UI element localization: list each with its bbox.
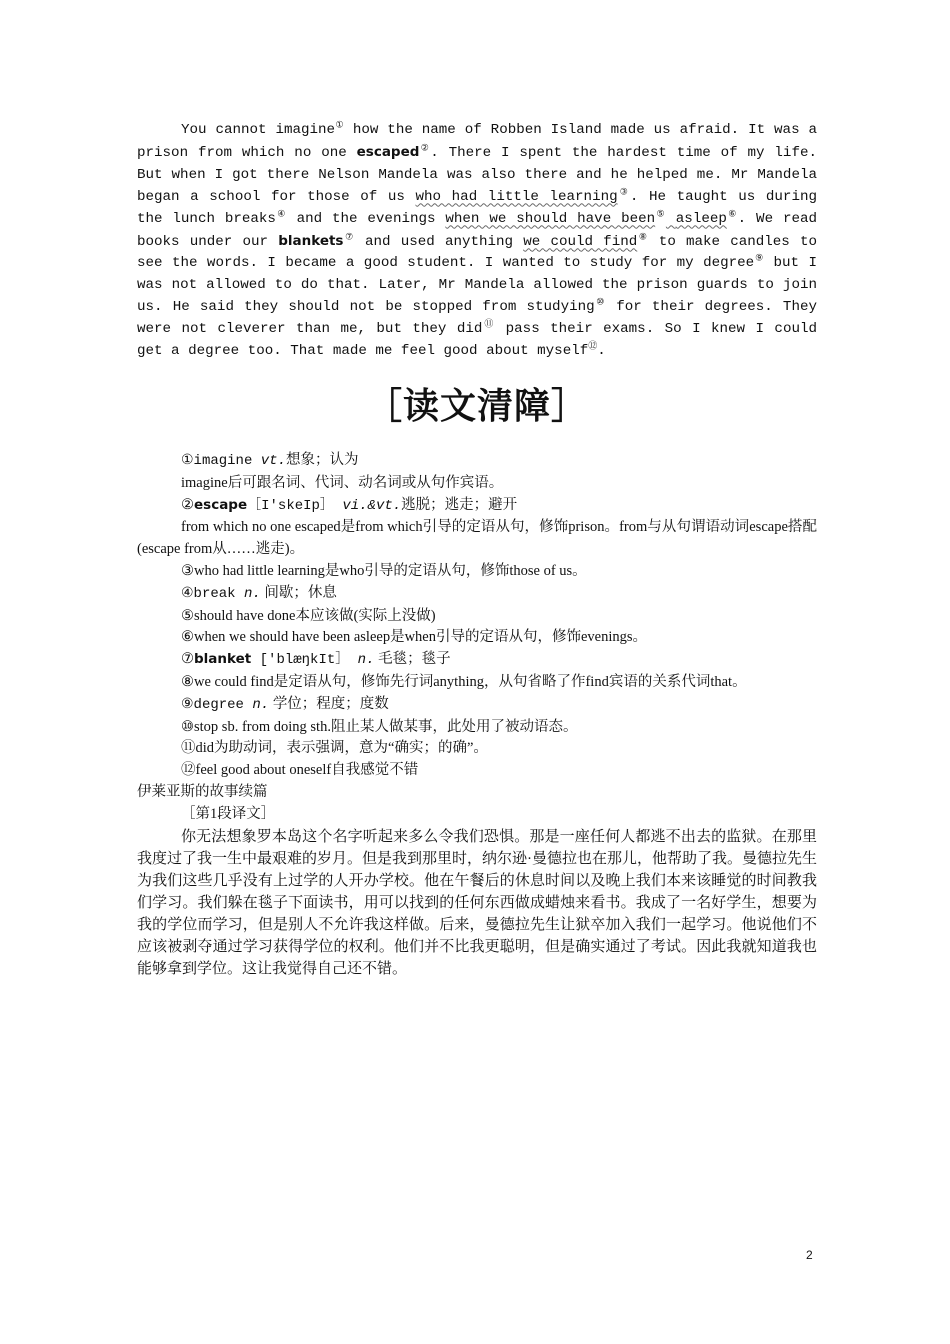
note-4: ④break n. 间歇；休息	[181, 584, 337, 602]
english-passage	[137, 120, 817, 363]
passage-text: . We read books under our	[137, 210, 818, 250]
passage-text: and used anything	[354, 233, 524, 250]
wavy-underlined-phrase: who had little learning	[415, 188, 618, 205]
passage-text: . He taught us during the lunch breaks	[137, 188, 817, 227]
note-10: ⑩stop sb. from doing sth.阻止某人做某事，此处用了被动语态。	[181, 718, 578, 735]
note-11: ⑪did为助动词，表示强调，意为“确实；的确”。	[181, 740, 488, 757]
wavy-underlined-phrase: asleep	[675, 210, 727, 227]
wavy-underlined-phrase: when we should have been	[445, 210, 656, 227]
note-2: ②escape［I'skeIp］ vi.&vt.逃脱；逃走；避开	[181, 496, 518, 514]
note-3: ③who had little learning是who引导的定语从句，修饰those of us。	[181, 562, 587, 579]
note-definition: 逃脱；逃走；避开	[401, 496, 518, 513]
passage-text: pass their exams. So I knew I could get a degree too. That made me feel good about myself	[137, 321, 817, 360]
note-term: ①imagine	[181, 452, 261, 469]
keyword-blankets: blankets	[278, 232, 344, 249]
note-marker: ④	[275, 208, 287, 219]
phonetic: ［I'skeIp］	[247, 497, 343, 514]
passage-text: for their degrees. They were not cleverer than me, but they did	[137, 299, 817, 338]
story-title: 伊莱亚斯的故事续篇	[137, 783, 268, 800]
note-marker: ⑨	[754, 253, 765, 264]
part-of-speech: vi.&vt.	[342, 497, 402, 514]
note-12: ⑫feel good about oneself自我感觉不错	[181, 762, 419, 779]
note-7: ⑦blanket ['blæŋkIt］ n. 毛毯；毯子	[181, 651, 451, 669]
note-definition: 想象；认为	[285, 451, 359, 468]
passage-text: to make candles to see the words. I became a good student. I wanted to study for my degree	[137, 233, 818, 272]
note-marker: ⑤	[655, 208, 666, 219]
note-marker: ②	[419, 143, 431, 154]
phonetic: ['blæŋkIt］	[251, 652, 358, 669]
note-term: blanket	[194, 651, 252, 668]
note-term: escape	[194, 496, 248, 513]
translation-label: ［第1段译文］	[181, 805, 276, 822]
note-9: ⑨degree n. 学位；程度；度数	[181, 695, 389, 713]
note-marker: ⑧	[637, 231, 649, 242]
passage-text	[666, 211, 676, 227]
passage-text: You cannot imagine	[181, 122, 336, 138]
passage-text: how the name of Robben Island made us afraid. It was a prison from which no one	[137, 122, 818, 161]
translation-text: 你无法想象罗本岛这个名字听起来多么令我们恐惧。那是一座任何人都逃不出去的监狱。在那里我度过了我一生中最艰难的岁月。但是我到那里时，纳尔逊·曼德拉也在那儿，他帮助了我。曼德拉先生为我们这些几乎没有上过学的人开办学校。他在午餐后的休息时间以及晚上我们本来该睡觉的时间教我们学习。我们躲在毯子下面读书，用可以找到的任何东西做成蜡烛来看书。我成了一名好学生，想要为我的学位而学习，但是别人不允许我这样做。后来，曼德拉先生让狱卒加入我们一起学习。他说他们不应该被剥夺通过学习获得学位的权利。他们并不比我更聪明，但是确实通过了考试。因此我就知道我也能够拿到学位。这让我觉得自己还不错。	[137, 828, 817, 977]
passage-text: . There I spent the hardest time of my life. But when I got there Nelson Mandela was also there and he helped me. Mr Mandela began a school for those of us	[137, 144, 817, 205]
keyword-escaped: escaped	[356, 143, 420, 160]
note-1	[137, 450, 817, 473]
note-1-detail: imagine后可跟名词、代词、动名词或从句作宾语。	[181, 474, 504, 491]
note-marker: ③	[617, 186, 630, 197]
section-heading: ［读文清障］	[365, 385, 588, 427]
passage-text: but I was not allowed to do that. Later, Mr Mandela allowed the prison guards to join us. He said they should not be stopped from studying	[137, 255, 817, 316]
note-8: ⑧we could find是定语从句，修饰先行词anything，从句省略了作find宾语的关系代词that。	[181, 673, 747, 690]
passage-text: .	[597, 343, 606, 360]
note-marker: ①	[335, 120, 344, 131]
passage-text: and the evenings	[286, 210, 446, 227]
note-marker: ⑫	[588, 341, 598, 352]
part-of-speech: n.	[357, 652, 375, 669]
part-of-speech: n.	[243, 585, 261, 602]
vocabulary-notes	[137, 450, 817, 826]
note-2-detail: from which no one escaped是from which引导的定语从句，修饰prison。from与从句谓语动词escape搭配(escape from从……逃走)。	[137, 519, 817, 558]
part-of-speech: n.	[252, 696, 270, 713]
note-6: ⑥when we should have been asleep是when引导的定语从句，修饰evenings。	[181, 629, 648, 646]
note-marker: ⑪	[482, 319, 496, 330]
page-number: 2	[806, 1248, 813, 1262]
note-5: ⑤should have done本应该做(实际上没做)	[181, 607, 436, 624]
note-marker: ⑦	[343, 231, 355, 242]
note-marker: ⑩	[594, 297, 607, 308]
part-of-speech: vt.	[260, 452, 286, 469]
wavy-underlined-phrase: we could find	[523, 233, 638, 250]
note-marker: ⑥	[726, 208, 738, 219]
page-content	[137, 120, 817, 980]
